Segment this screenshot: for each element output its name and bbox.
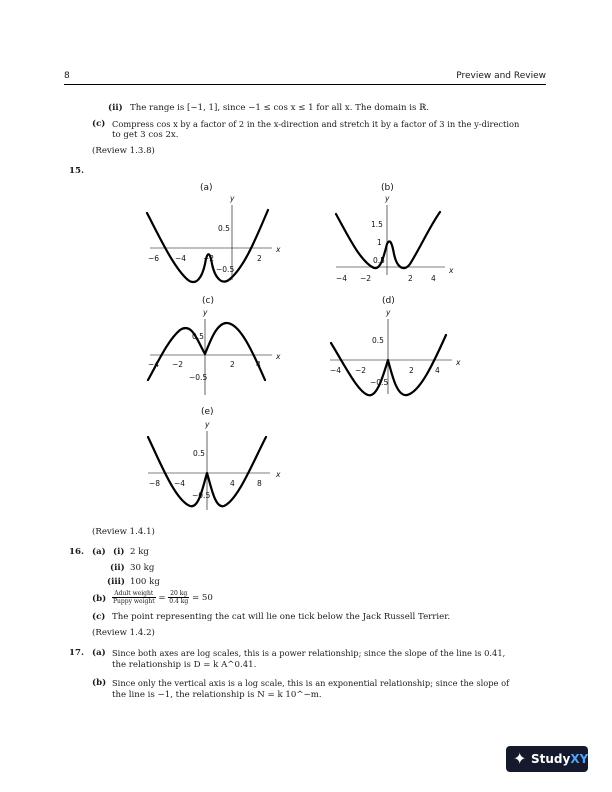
graph-e-title: (e) — [201, 407, 214, 417]
graph-d-tick: 4 — [435, 366, 440, 375]
fraction-numerator: Adult weight — [112, 590, 156, 598]
graph-c-curve — [148, 323, 265, 380]
graph-a-tick: −4 — [175, 254, 187, 263]
graph-b-tick: 1 — [377, 238, 382, 247]
graph-b-title: (b) — [381, 183, 394, 193]
item-label: (ii) — [108, 103, 123, 113]
graph-a-tick: −6 — [148, 254, 160, 263]
value-ratio-fraction — [168, 590, 189, 605]
item-label: (b) — [92, 678, 107, 688]
graph-e-tick: 4 — [230, 479, 235, 488]
graph-e-tick: 8 — [257, 479, 262, 488]
graph-b-tick: 0.5 — [373, 256, 385, 265]
graph-c-y-label: y — [203, 308, 208, 317]
answer-text: the relationship is D = k A^0.41. — [112, 660, 257, 670]
answer-text: The point representing the cat will lie one tick below the Jack Russell Terrier. — [112, 612, 451, 622]
page-number: 8 — [64, 71, 70, 81]
graph-a-title: (a) — [200, 183, 213, 193]
answer-text: Since only the vertical axis is a log scale, this is an exponential relationship; since the slope of — [112, 678, 510, 688]
graph-d-x-label: x — [456, 358, 461, 367]
graph-d-tick: −2 — [355, 366, 367, 375]
answer-text: the line is −1, the relationship is N = k 10^−m. — [112, 690, 322, 700]
graph-b-y-label: y — [385, 194, 390, 203]
graph-b-curve — [336, 212, 440, 268]
graph-c-tick: 0.5 — [192, 332, 204, 341]
item-label: (c) — [92, 119, 106, 129]
graph-d-y-label: y — [386, 308, 391, 317]
item-label: (ii) — [110, 563, 125, 573]
review-reference: (Review 1.3.8) — [92, 146, 155, 156]
item-label: (iii) — [107, 577, 125, 587]
graph-d-curve — [331, 335, 446, 395]
problem-number: 15. — [69, 166, 84, 176]
graph-e-tick: −4 — [174, 479, 186, 488]
fraction-denominator: 0.4 kg — [169, 598, 189, 605]
graph-c-tick: 2 — [230, 360, 235, 369]
graph-e-tick: −8 — [149, 479, 161, 488]
item-label: (c) — [92, 612, 106, 622]
answer-text: to get 3 cos 2x. — [112, 130, 179, 140]
graph-a-y-label: y — [230, 194, 235, 203]
running-title: Preview and Review — [456, 71, 546, 81]
graph-d-title: (d) — [382, 296, 395, 306]
item-label: (i) — [113, 547, 125, 557]
graph-e-tick: 0.5 — [193, 449, 205, 458]
studyxy-logo[interactable] — [506, 746, 588, 772]
graph-c-tick: −0.5 — [189, 373, 208, 382]
graph-c-tick: −4 — [148, 360, 160, 369]
graph-b-tick: 1.5 — [371, 220, 383, 229]
fraction-denominator: Puppy weight — [113, 598, 155, 605]
graph-a-x-label: x — [276, 245, 281, 254]
graph-a-tick: 0.5 — [218, 224, 230, 233]
graph-c-title: (c) — [202, 296, 214, 306]
graph-b-tick: 4 — [431, 274, 436, 283]
answer-text: The range is [−1, 1], since −1 ≤ cos x ≤ 1 for all x. The domain is ℝ. — [130, 103, 429, 113]
graph-e-y-label: y — [205, 420, 210, 429]
logo-text: StudyXY — [531, 752, 589, 766]
item-label: (a) — [92, 648, 106, 658]
answer-text: 30 kg — [130, 563, 155, 573]
problem-number: 17. — [69, 648, 84, 658]
fraction-numerator: 20 kg — [170, 590, 188, 597]
answer-text: Compress cos x by a factor of 2 in the x-direction and stretch it by a factor of 3 in the y-direction — [112, 119, 520, 129]
graph-c-tick: 4 — [256, 360, 261, 369]
graph-b-tick: −4 — [336, 274, 348, 283]
graph-d-tick: 2 — [409, 366, 414, 375]
fraction-equation: $\frac{\text{Adult weight}}{\text{Puppy weight}}$ = $\frac{20 kg}{0.4 kg}$ = 50 — [113, 590, 213, 605]
review-reference: (Review 1.4.2) — [92, 628, 155, 638]
answer-text: 100 kg — [130, 577, 160, 587]
graph-a-tick: −0.5 — [216, 265, 235, 274]
weight-ratio-fraction — [112, 590, 156, 605]
graph-d-tick: −4 — [330, 366, 342, 375]
fraction-result: = 50 — [191, 593, 213, 603]
graph-a-tick: −2 — [203, 254, 215, 263]
graph-e-tick: −0.5 — [192, 491, 211, 500]
answer-text: Since both axes are log scales, this is a power relationship; since the slope of the line is 0.41, — [112, 648, 506, 658]
graph-a-curve — [147, 210, 268, 282]
graph-c-x-label: x — [276, 352, 281, 361]
graph-b-tick: −2 — [360, 274, 372, 283]
sparkle-icon: ✦ — [513, 749, 527, 768]
graph-a-tick: 2 — [257, 254, 262, 263]
graph-b-x-label: x — [449, 266, 454, 275]
problem-number: 16. — [69, 547, 84, 557]
graph-c-tick: −2 — [172, 360, 184, 369]
graph-d-tick: 0.5 — [372, 336, 384, 345]
graph-b-tick: 2 — [408, 274, 413, 283]
item-label: (a) — [92, 547, 106, 557]
graph-d-tick: −0.5 — [370, 378, 389, 387]
item-label: (b) — [92, 594, 107, 604]
graph-e-x-label: x — [276, 470, 281, 479]
review-reference: (Review 1.4.1) — [92, 527, 155, 537]
answer-text: 2 kg — [130, 547, 149, 557]
